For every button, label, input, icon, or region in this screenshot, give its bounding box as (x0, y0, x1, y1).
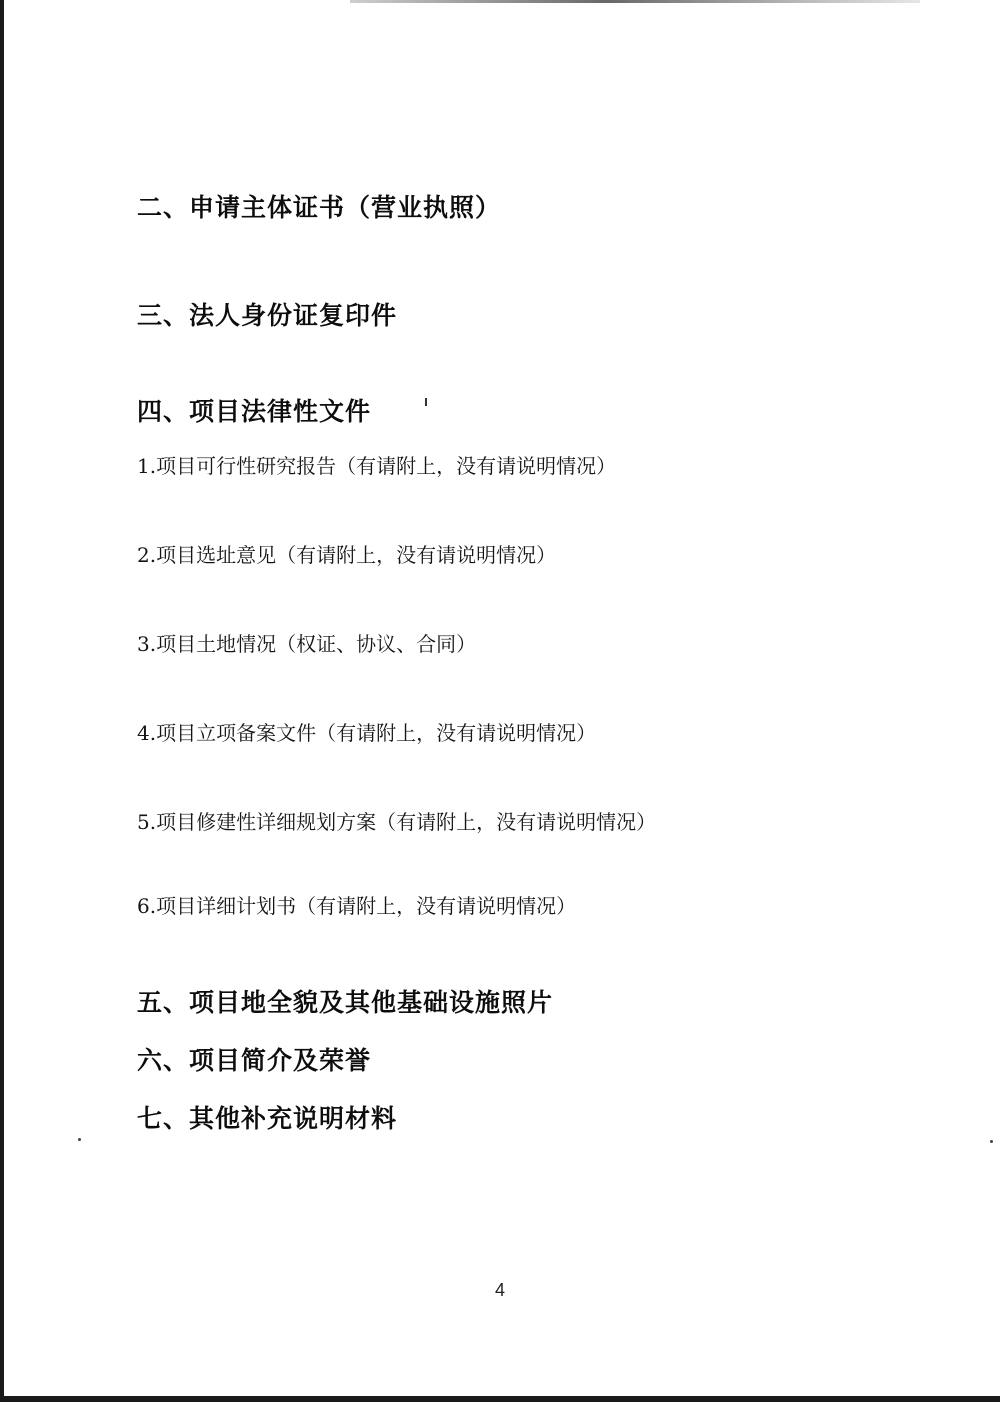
legal-item-project-filing: 4.项目立项备案文件（有请附上，没有请说明情况） (137, 721, 597, 745)
section-heading-business-license: 二、申请主体证书（营业执照） (137, 193, 502, 222)
scan-speck (78, 1138, 81, 1141)
legal-item-land-status: 3.项目土地情况（权证、协议、合同） (137, 632, 477, 656)
scan-speck (990, 1140, 993, 1143)
legal-item-site-selection: 2.项目选址意见（有请附上，没有请说明情况） (137, 543, 557, 567)
legal-item-feasibility-report: 1.项目可行性研究报告（有请附上，没有请说明情况） (137, 454, 617, 478)
section-heading-site-photos: 五、项目地全貌及其他基础设施照片 (137, 988, 554, 1017)
section-heading-legal-documents: 四、项目法律性文件 (137, 397, 372, 426)
page-number: 4 (494, 1280, 505, 1300)
scan-mark (425, 398, 427, 406)
section-heading-legal-person-id: 三、法人身份证复印件 (137, 301, 398, 330)
scan-edge-bottom (0, 1396, 1000, 1402)
legal-item-detailed-planning: 5.项目修建性详细规划方案（有请附上，没有请说明情况） (137, 810, 657, 834)
legal-item-detailed-plan: 6.项目详细计划书（有请附上，没有请说明情况） (137, 894, 577, 918)
section-heading-project-intro: 六、项目简介及荣誉 (137, 1046, 372, 1075)
scan-edge-left (0, 0, 4, 1402)
section-heading-supplementary: 七、其他补充说明材料 (137, 1104, 398, 1133)
scan-edge-top (350, 0, 920, 3)
